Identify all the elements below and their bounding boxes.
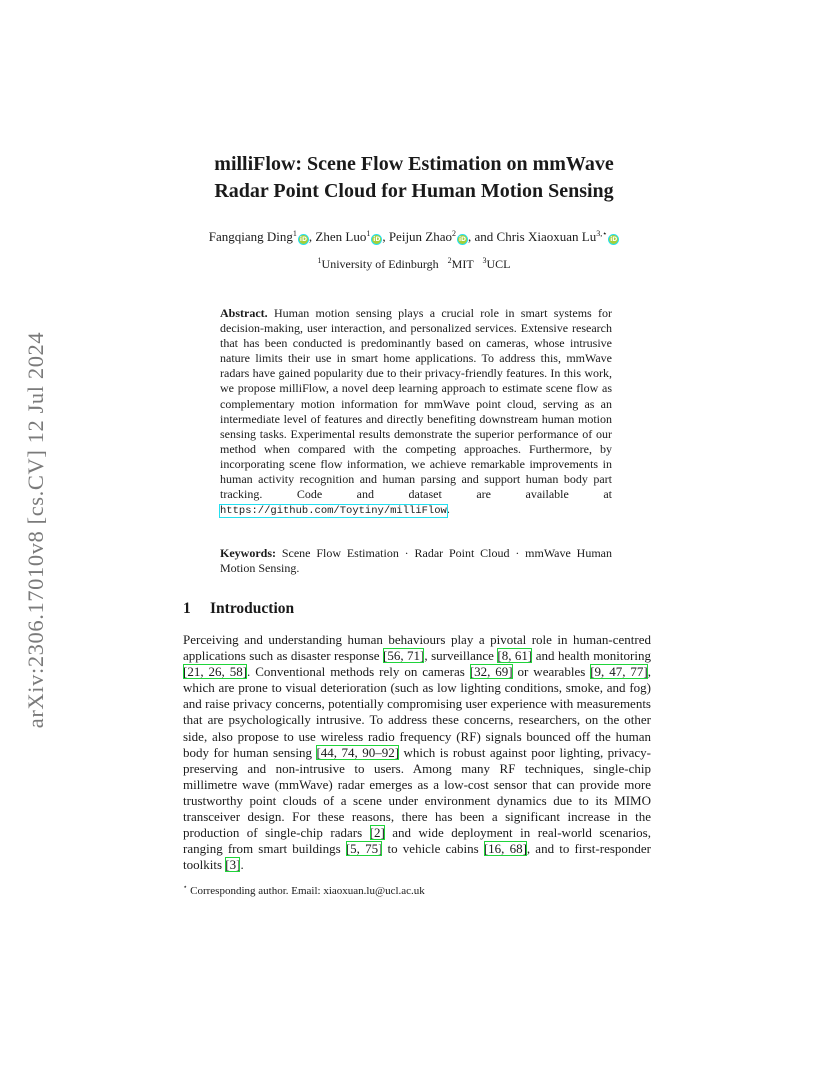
orcid-icon[interactable]: iD	[458, 236, 467, 243]
citation-link[interactable]: [2]	[369, 825, 385, 841]
paragraph-text: , which are prone to visual deterioration (such as low lighting conditions, smoke, and fog) and raise privacy concerns, potentially compromising user experience with measurements that are psychologically intrusive. To address these concerns, researchers, on the other side, also propose to use wireless radio frequency (RF) signals bounced off the human body for human sensing	[183, 664, 651, 760]
paragraph-text: .	[240, 857, 244, 873]
orcid-icon[interactable]: iD	[610, 236, 618, 243]
citation-link[interactable]: [3]	[225, 857, 241, 873]
code-url-link[interactable]: https://github.com/Toytiny/milliFlow	[220, 505, 447, 518]
abstract-label: Abstract.	[220, 306, 268, 320]
paragraph-text: which is robust against poor lighting, privacy-preserving and non-intrusive to users. Among many RF techniques, single-chip millimetre wave (mmWave) radar emerges as a low-cost sensor that can provide more trustworthy point clouds of a scene under environment dynamics due to its MIMO transceiver design. For these reasons, there has been a significant increase in the production of single-chip radars	[183, 744, 651, 841]
citation-link[interactable]: [9, 47, 77]	[590, 664, 648, 680]
author-list	[0, 229, 828, 245]
keywords	[220, 546, 612, 576]
citation-link[interactable]: [21, 26, 58]	[183, 664, 248, 680]
paragraph-text: to vehicle cabins	[382, 841, 484, 857]
author-separator: , and	[468, 229, 497, 244]
paragraph-text: . Conventional methods rely on cameras	[247, 664, 470, 680]
author	[389, 229, 497, 244]
paragraph-text: , and to first-responder toolkits	[183, 841, 651, 873]
keywords-text: Scene Flow Estimation · Radar Point Cloud · mmWave Human Motion Sensing.	[220, 546, 612, 576]
affiliation-mark: 2	[452, 229, 457, 238]
author-separator: ,	[308, 229, 316, 244]
section-title: Introduction	[210, 600, 295, 617]
affiliation-number: 3	[482, 256, 487, 265]
author-name: Zhen Luo	[315, 229, 367, 244]
citation-link[interactable]: [44, 74, 90–92]	[316, 744, 400, 760]
citation-link[interactable]: [8, 61]	[497, 648, 533, 664]
title-line-2: Radar Point Cloud for Human Motion Sensing	[214, 180, 614, 202]
author-separator: ,	[382, 229, 389, 244]
author-name: Fangqiang Ding	[208, 229, 293, 244]
arxiv-identifier-text: arXiv:2306.17010v8 [cs.CV] 12 Jul 2024	[23, 331, 48, 729]
title-line-1: milliFlow: Scene Flow Estimation on mmWave	[214, 153, 614, 175]
footnote-text: Corresponding author. Email: xiaoxuan.lu@ucl.ac.uk	[190, 885, 425, 897]
author-name: Chris Xiaoxuan Lu	[496, 229, 597, 244]
paragraph-text: and health monitoring	[532, 648, 651, 664]
paper-title	[0, 151, 828, 205]
citation-link[interactable]: [32, 69]	[469, 664, 513, 680]
section-number: 1	[183, 600, 191, 617]
paragraph-text: or wearables	[512, 664, 591, 680]
footnote	[183, 885, 425, 897]
paragraph-text: Perceiving and understanding human behaviours play a pivotal role in human-centred applications such as disaster response	[183, 632, 651, 664]
section-heading	[183, 600, 294, 618]
author	[315, 229, 388, 244]
author-name: Peijun Zhao	[388, 229, 453, 244]
affiliation-mark: 1	[292, 229, 297, 238]
paragraph-text: , surveillance	[424, 648, 498, 664]
affiliation-number: 1	[317, 256, 322, 265]
affiliation-mark: 1	[366, 229, 371, 238]
affiliation-name: University of Edinburgh	[321, 257, 439, 271]
affiliation-mark: 3,⋆	[596, 229, 608, 238]
citation-link[interactable]: [56, 71]	[383, 648, 425, 664]
author	[497, 229, 620, 244]
keywords-label: Keywords:	[220, 546, 276, 560]
author	[209, 229, 316, 244]
citation-link[interactable]: [16, 68]	[483, 841, 527, 857]
affiliation-name: MIT	[451, 257, 474, 271]
footnote-mark: ⋆	[183, 883, 188, 891]
abstract-end: .	[446, 502, 450, 517]
orcid-icon[interactable]: iD	[373, 236, 381, 243]
affiliation-name: UCL	[486, 257, 511, 271]
affiliation-number: 2	[447, 256, 452, 265]
citation-link[interactable]: [5, 75]	[345, 841, 383, 857]
affiliations	[0, 257, 828, 272]
introduction-paragraph	[183, 632, 651, 873]
abstract	[220, 306, 612, 519]
paragraph-text: and wide deployment in real-world scenarios, ranging from smart buildings	[183, 825, 651, 857]
orcid-icon[interactable]: iD	[299, 236, 307, 243]
abstract-text: Human motion sensing plays a crucial role in smart systems for decision-making, user interaction, and personalized services. Extensive research that has been conducted is predominantly based on cameras, whose intrusive nature limits their use in smart home applications. To address this, mmWave radars have gained popularity due to their privacy-friendly features. In this work, we propose milliFlow, a novel deep learning approach to estimate scene flow as complementary motion information for mmWave point cloud, serving as an intermediate level of features and directly benefiting downstream human motion sensing tasks. Experimental results demonstrate the superior performance of our method when compared with the competing approaches. Furthermore, by incorporating scene flow information, we achieve remarkable improvements in human activity recognition and human parsing and support human body part tracking. Code and dataset are available at	[220, 306, 612, 502]
